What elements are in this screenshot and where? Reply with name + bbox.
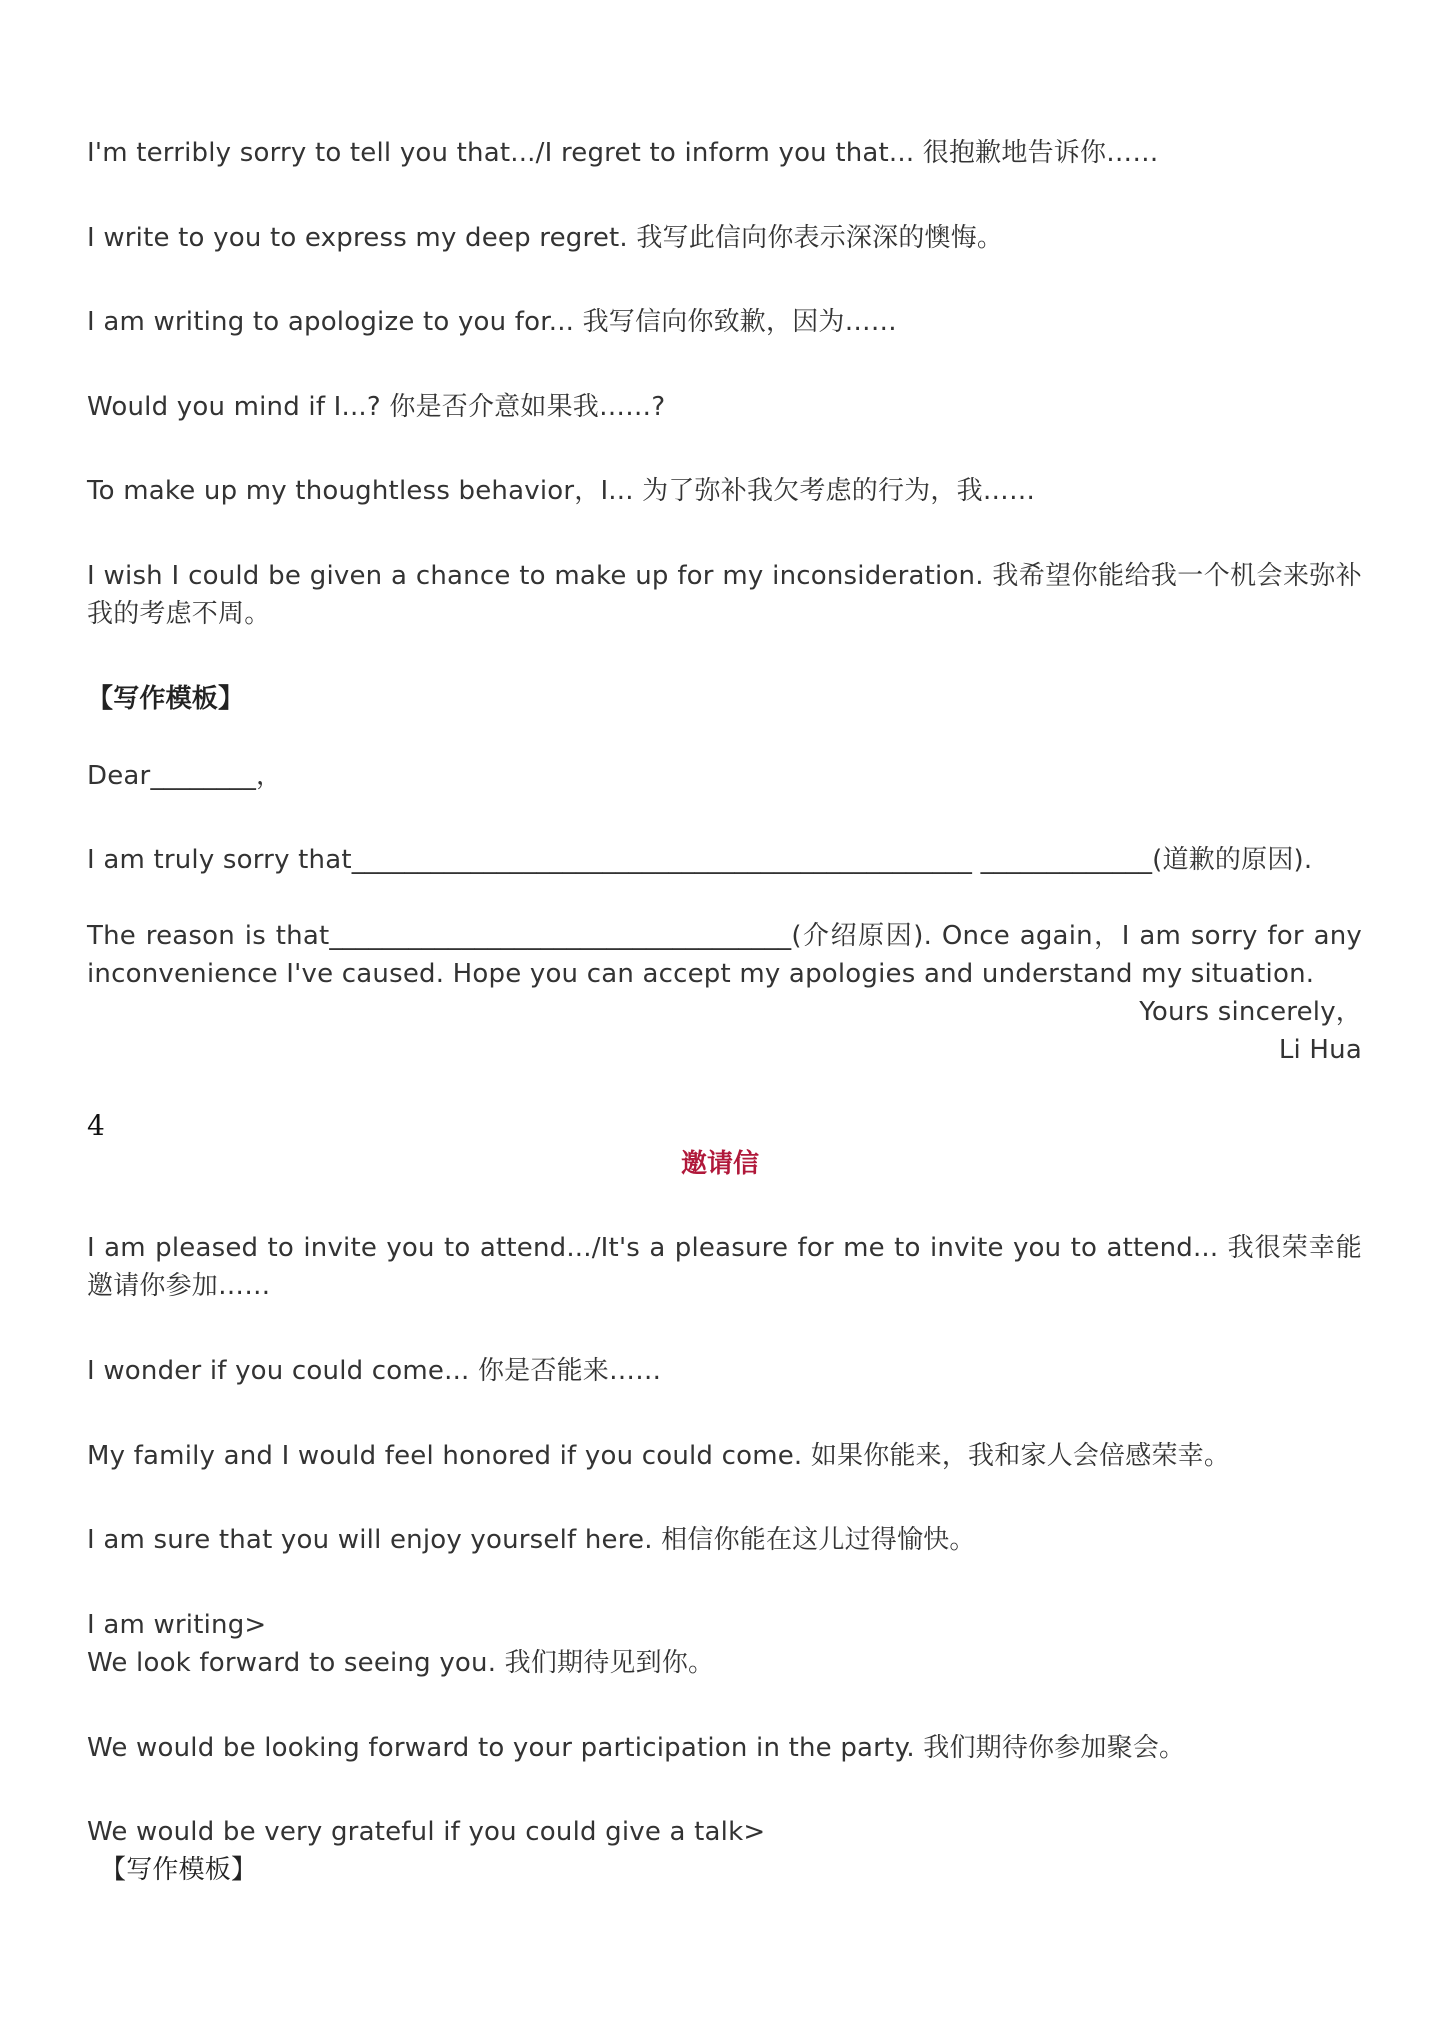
invite-phrase-4: I am sure that you will enjoy yourself here. 相信你能在这儿过得愉快。: [87, 1525, 976, 1555]
template-closing: Yours sincerely，: [1139, 997, 1362, 1027]
template-sorry-line: I am truly sorry that_______________________________________________ _____________(道歉的原因).: [87, 845, 1313, 875]
invite-phrase-3: My family and I would feel honored if you could come. 如果你能来，我和家人会倍感荣幸。: [87, 1441, 1231, 1471]
invite-phrase-8: We would be very grateful if you could give a talk>: [87, 1817, 766, 1847]
apology-phrase-3: I am writing to apologize to you for... 我写信向你致歉，因为……: [87, 307, 898, 337]
template-dear-line: Dear________，: [87, 761, 283, 791]
apology-phrase-6: I wish I could be given a chance to make up for my inconsideration. 我希望你能给我一个机会来弥补我的考虑不周。: [87, 561, 1362, 629]
apology-phrase-4: Would you mind if I...? 你是否介意如果我……?: [87, 392, 666, 422]
apology-phrase-2: I write to you to express my deep regret. 我写此信向你表示深深的懊悔。: [87, 223, 1004, 253]
section-number: 4: [87, 1109, 106, 1142]
invite-phrase-7: We would be looking forward to your participation in the party. 我们期待你参加聚会。: [87, 1733, 1186, 1763]
invite-phrase-5: I am writing>: [87, 1610, 267, 1640]
template-signature: Li Hua: [1278, 1035, 1362, 1065]
template-heading: 【写作模板】: [87, 684, 245, 714]
template-reason-paragraph: The reason is that___________________________________(介绍原因). Once again，I am sorry for any inconvenience I've caused. Hope you can accept my apologies and understand my situation.: [87, 921, 1362, 989]
invite-phrase-2: I wonder if you could come... 你是否能来……: [87, 1356, 662, 1386]
apology-phrase-1: I'm terribly sorry to tell you that.../I regret to inform you that... 很抱歉地告诉你……: [87, 138, 1159, 168]
invite-phrase-1: I am pleased to invite you to attend.../It's a pleasure for me to invite you to attend... 我很荣幸能邀请你参加……: [87, 1233, 1362, 1301]
invite-template-heading: 【写作模板】: [100, 1855, 258, 1885]
apology-phrase-5: To make up my thoughtless behavior，I... 为了弥补我欠考虑的行为，我……: [87, 476, 1036, 506]
invite-phrase-6: We look forward to seeing you. 我们期待见到你。: [87, 1648, 715, 1678]
section-title: 邀请信: [680, 1149, 759, 1179]
